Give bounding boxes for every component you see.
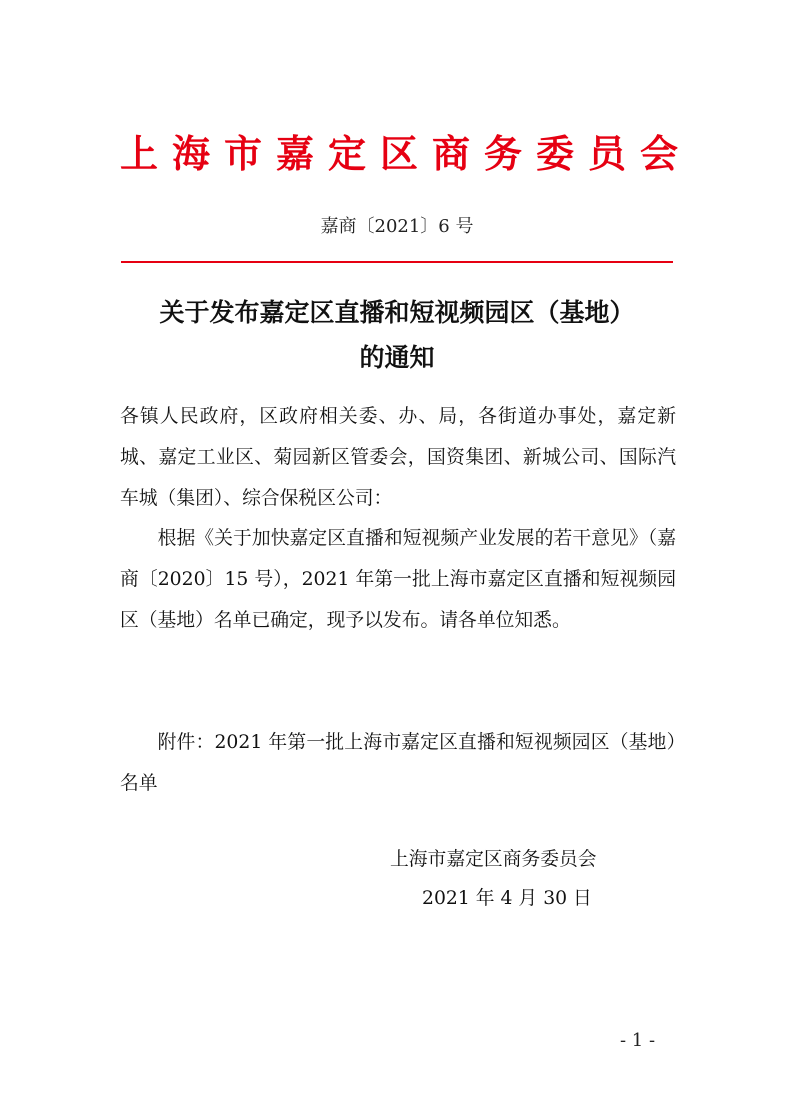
- document-title-line-1: 关于发布嘉定区直播和短视频园区（基地）: [159, 298, 635, 327]
- attachment-paragraph: 附件：2021 年第一批上海市嘉定区直播和短视频园区（基地）名单: [120, 732, 676, 794]
- addressees-paragraph: 各镇人民政府，区政府相关委、办、局，各街道办事处，嘉定新城、嘉定工业区、菊园新区管委会，国资集团、新城公司、国际汽车城（集团）、综合保税区公司：: [120, 406, 676, 509]
- document-number: 嘉商〔2021〕6 号: [320, 216, 474, 237]
- signature-date: 2021 年 4 月 30 日: [422, 888, 592, 909]
- page-number: - 1 -: [620, 1030, 656, 1051]
- red-divider-line: [121, 261, 673, 263]
- document-title: [110, 290, 684, 380]
- main-paragraph: 根据《关于加快嘉定区直播和短视频产业发展的若干意见》（嘉商〔2020〕15 号），2021 年第一批上海市嘉定区直播和短视频园区（基地）名单已确定，现予以发布。请各单位知悉。: [120, 528, 676, 631]
- signature-organization: 上海市嘉定区商务委员会: [390, 849, 597, 870]
- organization-header: 上海市嘉定区商务委员会: [120, 131, 693, 176]
- document-title-line-2: 的通知: [359, 343, 435, 372]
